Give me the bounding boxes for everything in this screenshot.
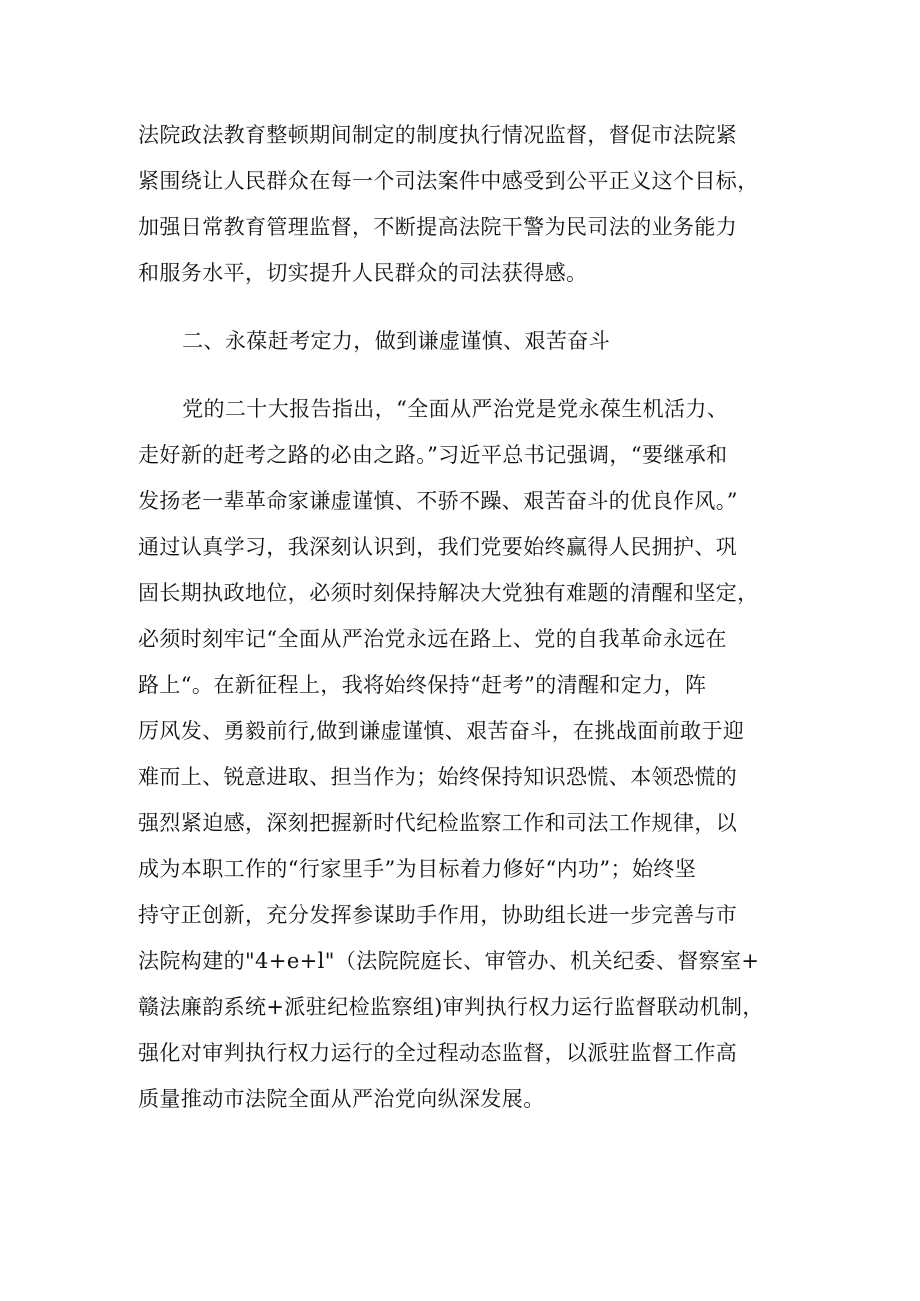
- text-line: 党的二十大报告指出，“全面从严治党是党永葆生机活力、: [182, 397, 729, 421]
- text-line: 紧围绕让人民群众在每一个司法案件中感受到公平正义这个目标，: [138, 169, 759, 193]
- text-line: 通过认真学习，我深刻认识到，我们党要始终赢得人民拥护、巩: [138, 535, 738, 559]
- document-page: [138, 112, 798, 1122]
- text-line: 强烈紧迫感，深刻把握新时代纪检监察工作和司法工作规律，以: [138, 811, 738, 835]
- paragraph-1: [138, 112, 798, 296]
- paragraph-2: [138, 386, 798, 1122]
- text-line: 必须时刻牢记“全面从严治党永远在路上、党的自我革命永远在: [138, 627, 727, 651]
- text-line: 赣法廉韵系统+派驻纪检监察组)审判执行权力运行监督联动机制，: [138, 995, 764, 1019]
- section-heading: 二、永葆赶考定力，做到谦虚谨慎、艰苦奋斗: [182, 329, 611, 353]
- text-line: 持守正创新，充分发挥参谋助手作用，协助组长进一步完善与市: [138, 903, 738, 927]
- text-line: 路上“。在新征程上，我将始终保持“赶考”的清醒和定力，阵: [138, 673, 707, 697]
- text-line: 厉风发、勇毅前行,做到谦虚谨慎、艰苦奋斗，在挑战面前敢于迎: [138, 719, 745, 743]
- text-line: 质量推动市法院全面从严治党向纵深发展。: [138, 1087, 545, 1111]
- text-line: 发扬老一辈革命家谦虚谨慎、不骄不躁、艰苦奋斗的优良作风。”: [138, 489, 738, 513]
- text-line: 加强日常教育管理监督，不断提高法院干警为民司法的业务能力: [138, 215, 738, 239]
- text-line: 强化对审判执行权力运行的全过程动态监督，以派驻监督工作高: [138, 1041, 738, 1065]
- text-line: 固长期执政地位，必须时刻保持解决大党独有难题的清醒和坚定，: [138, 581, 759, 605]
- text-line: 法院构建的"4+e+l"（法院院庭长、审管办、机关纪委、督察室+: [138, 949, 760, 973]
- text-line: 走好新的赶考之路的必由之路。”习近平总书记强调，“要继承和: [138, 443, 728, 467]
- text-line: 法院政法教育整顿期间制定的制度执行情况监督，督促市法院紧: [138, 123, 738, 147]
- text-line: 和服务水平，切实提升人民群众的司法获得感。: [138, 261, 588, 285]
- text-line: 难而上、锐意进取、担当作为；始终保持知识恐慌、本领恐慌的: [138, 765, 738, 789]
- text-line: 成为本职工作的“行家里手”为目标着力修好“内功”；始终坚: [138, 857, 697, 881]
